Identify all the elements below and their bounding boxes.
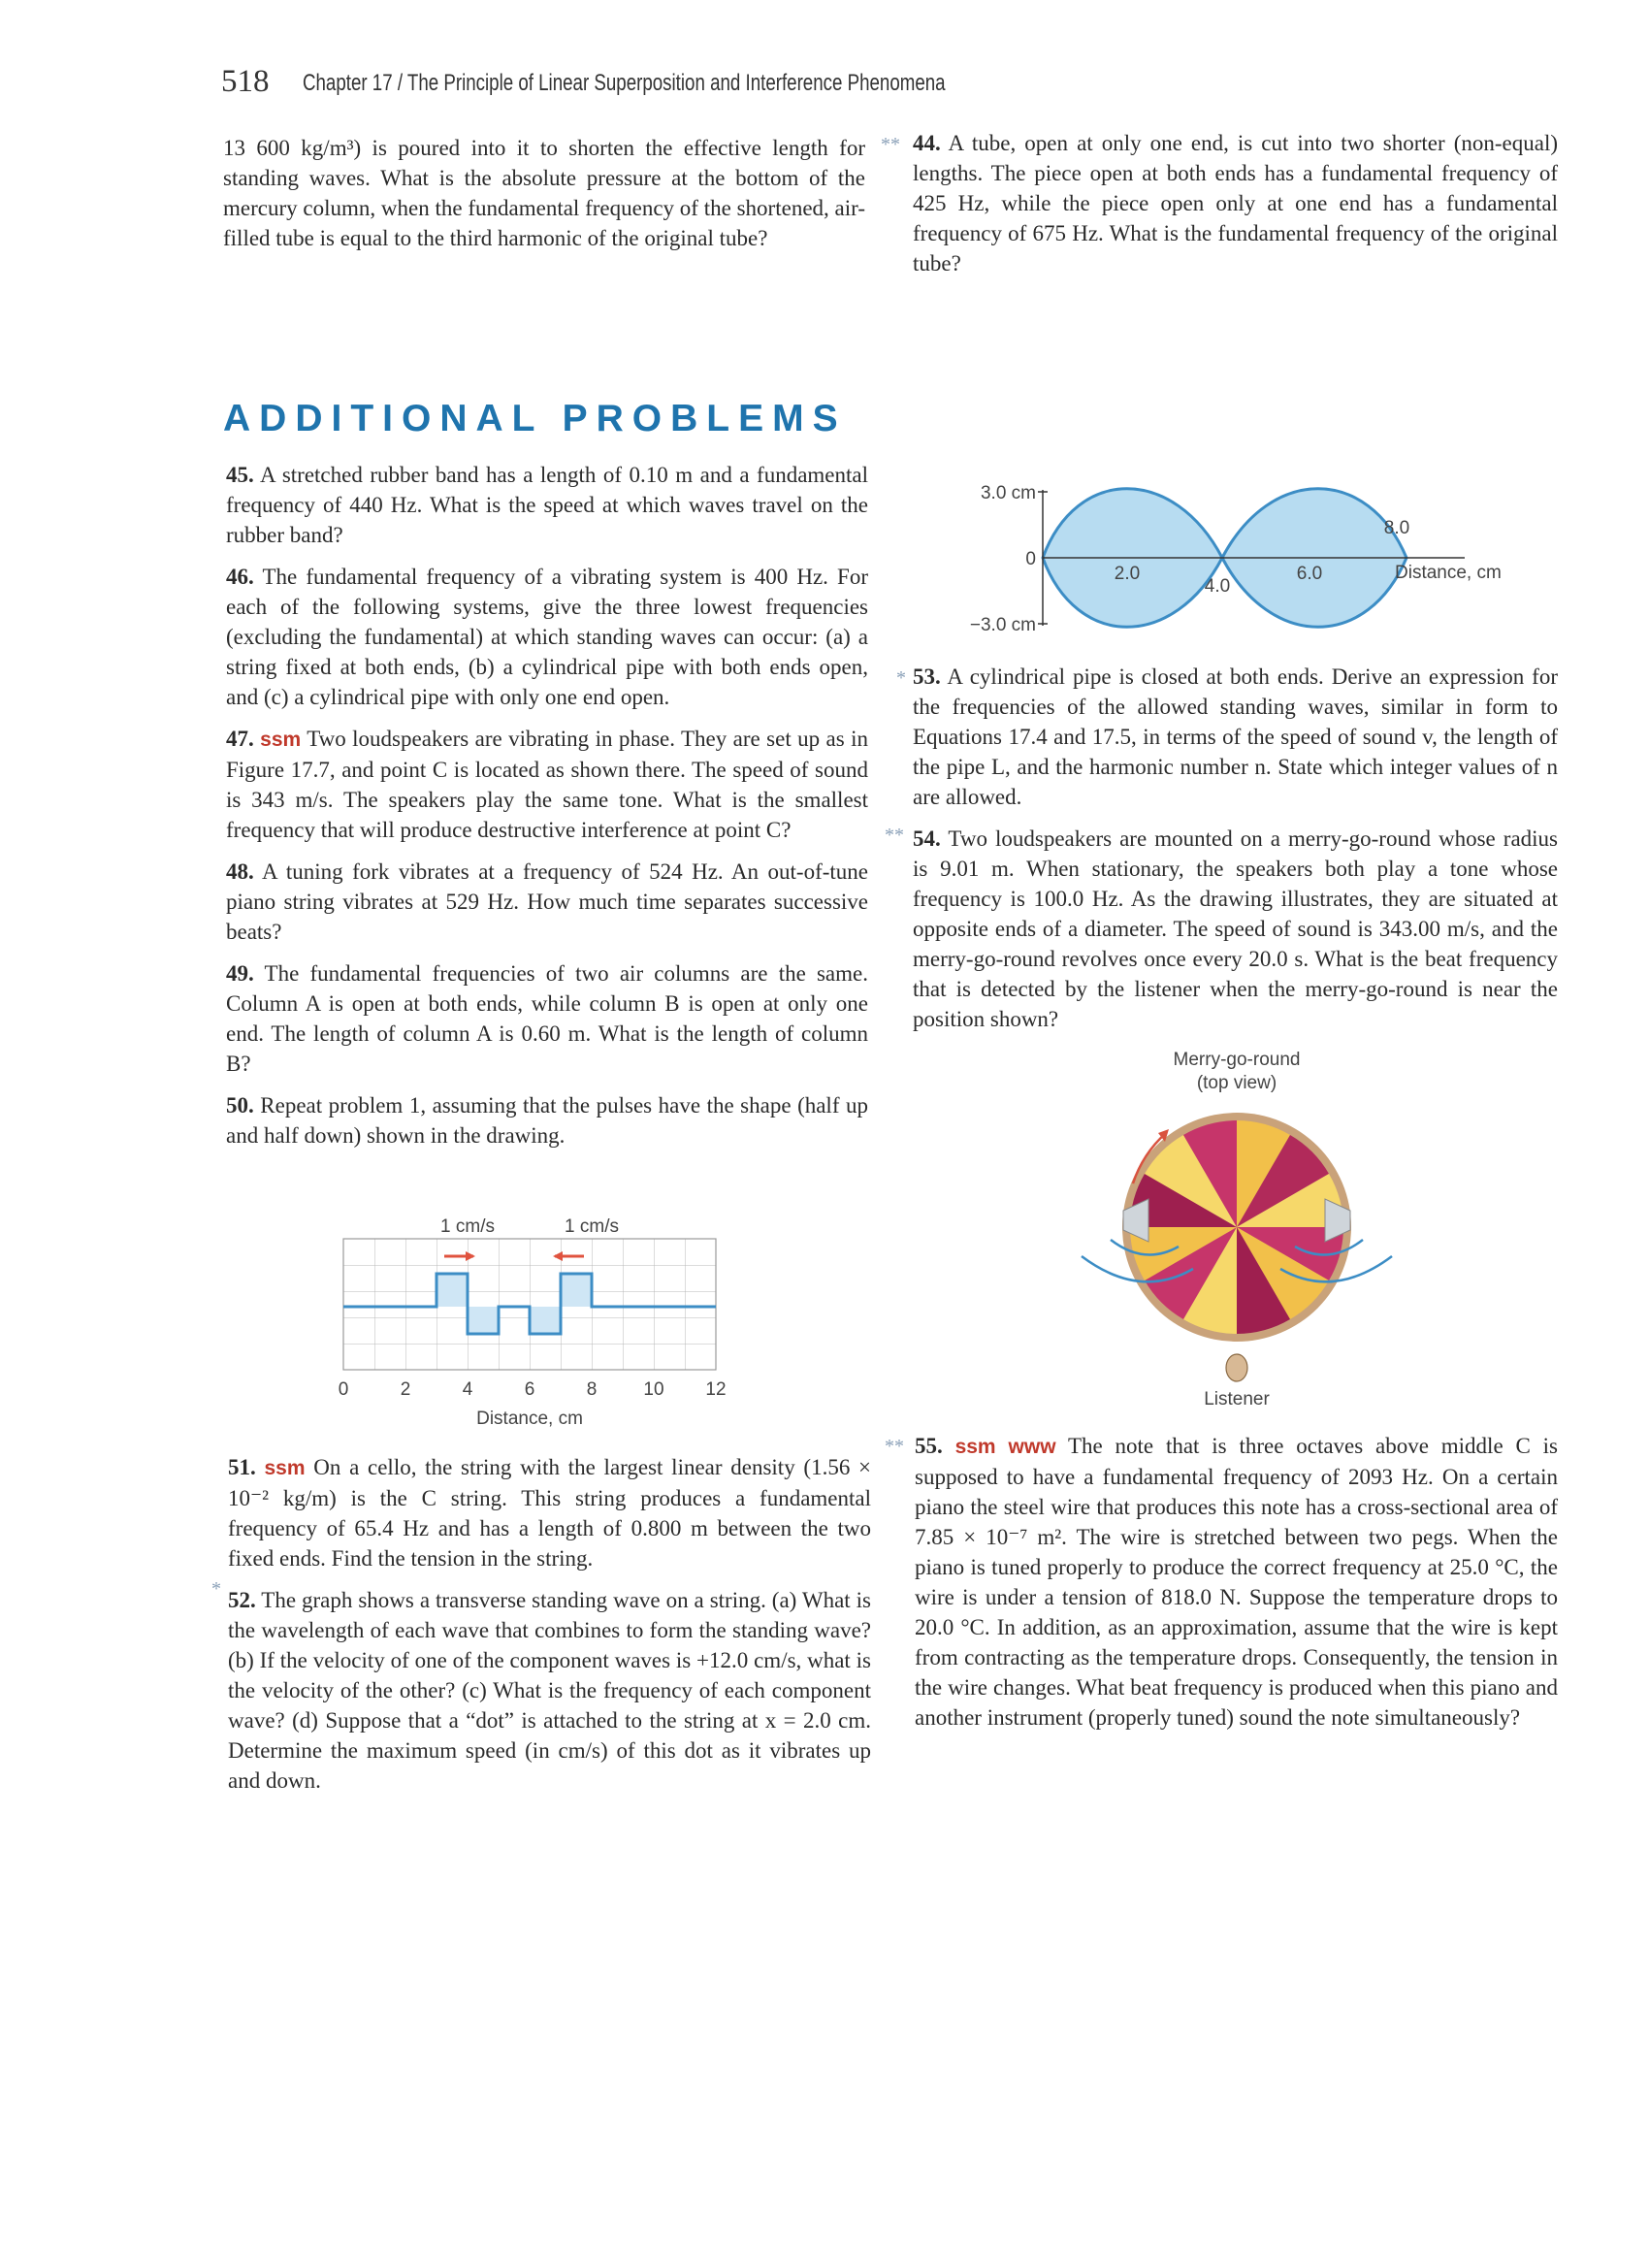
problem-50	[226, 1090, 868, 1150]
problem-51	[228, 1452, 871, 1573]
problem-55	[915, 1431, 1558, 1744]
problem-text: Two loudspeakers are mounted on a merry-go-round whose radius is 9.01 m. When stationary, the speakers both play a tone whose frequency is 100.0 Hz. As the drawing illustrates, they are situated at opposite ends of a diameter. The speed of sound is 343.00 m/s, and the merry-go-round revolves once every 20.0 s. What is the beat frequency that is detected by the listener when the merry-go-round is near the position shown?	[913, 826, 1558, 1031]
problem-text: The fundamental frequencies of two air columns are the same. Column A is open at both ends, while column B is open at only one end. The length of column A is 0.60 m. What is the length of column B?	[226, 961, 868, 1076]
problem-text: The fundamental frequency of a vibrating system is 400 Hz. For each of the following systems, give the three lowest frequencies (excluding the fundamental) at which standing waves can occur: (a) a string fixed at both ends, (b) a cylindrical pipe with both ends open, and (c) a cylindrical pipe with only one end open.	[226, 565, 869, 709]
problem-47	[226, 724, 868, 845]
section-heading: ADDITIONAL PROBLEMS	[223, 398, 847, 439]
problem-54	[913, 824, 1558, 1034]
problem-number: 45.	[226, 463, 254, 487]
problems-left-column	[226, 460, 868, 1162]
problem-text: On a cello, the string with the largest linear density (1.56 × 10⁻² kg/m) is the C string. This string produces a fundamental frequency of 65.4 Hz and has a length of 0.800 m between the two fixed ends. Find the tension in the string.	[228, 1455, 872, 1571]
problem-text: The note that is three octaves above middle C is supposed to have a fundamental frequency of 2093 Hz. On a certain piano the steel wire that produces this note has a cross-sectional area of 7.85 × 10⁻⁷ m². The wire is stretched between two pegs. When the piano is tuned properly to produce the correct frequency at 25.0 °C, the wire is under a tension of 818.0 N. Suppose the temperature drops to 20.0 °C. In addition, as an approximation, assume that the wire is kept from contracting as the temperature drops. Consequently, the tension in the wire changes. What beat frequency is produced when this piano and another instrument (properly tuned) sound the note simultaneously?	[915, 1434, 1558, 1730]
problem-number: 54.	[913, 826, 941, 851]
problem-49	[226, 958, 868, 1079]
x-label: 4.0	[1204, 576, 1231, 597]
problem-number: 48.	[226, 859, 254, 884]
problem-number: 50.	[226, 1093, 254, 1118]
x-label: 2.0	[1114, 564, 1141, 584]
tick-label: 6	[524, 1379, 535, 1400]
problem-number: 52.	[228, 1588, 256, 1612]
problems-51-52	[228, 1452, 871, 1807]
problem-45	[226, 460, 868, 550]
problem-number: 49.	[226, 961, 254, 986]
difficulty-stars: *	[896, 667, 906, 689]
tick-label: 8	[586, 1379, 598, 1400]
y-label-top: 3.0 cm	[980, 483, 1036, 503]
x-label: 8.0	[1383, 518, 1410, 538]
pulse-grid	[343, 1239, 716, 1370]
x-axis-label: Distance, cm	[476, 1409, 583, 1429]
difficulty-stars: *	[211, 1578, 221, 1600]
problem-text: A cylindrical pipe is closed at both ends. Derive an expression for the frequencies of the allowed standing waves, similar in form to Equations 17.4 and 17.5, in terms of the speed of sound v, the length of the pipe L, and the harmonic number n. State which integer values of n are allowed.	[913, 664, 1558, 809]
continued-problem-text	[223, 133, 865, 265]
tick-label: 10	[643, 1379, 664, 1400]
x-label: 6.0	[1296, 564, 1323, 584]
figure-title-line2: (top view)	[1196, 1073, 1277, 1093]
problem-text: A tube, open at only one end, is cut into two shorter (non-equal) lengths. The piece open at both ends has a fundamental frequency of 425 Hz, while the piece open only at one end has a fundamental frequency of 675 Hz. What is the fundamental frequency of the original tube?	[913, 131, 1558, 275]
problem-number: 44.	[913, 131, 941, 155]
difficulty-stars: **	[885, 825, 904, 846]
difficulty-stars: **	[881, 134, 900, 155]
problem-text: The graph shows a transverse standing wave on a string. (a) What is the wavelength of each wave that combines to form the standing wave? (b) If the velocity of one of the component waves is +12.0 cm/s, what is the velocity of the other? (c) What is the frequency of each component wave? (d) Suppose that a “dot” is attached to the string at x = 2.0 cm. Determine the maximum speed (in cm/s) of this dot as it vibrates up and down.	[228, 1588, 871, 1793]
problem-text: Two loudspeakers are vibrating in phase. They are set up as in Figure 17.7, and point C is located as shown there. The speed of sound is 343 m/s. The speakers play the same tone. What is the smallest frequency that will produce destructive interference at point C?	[226, 727, 868, 842]
pulse-figure	[330, 1217, 737, 1441]
tick-label: 12	[705, 1379, 727, 1400]
problem-number: 55.	[915, 1434, 943, 1458]
problems-53-54	[913, 662, 1558, 1046]
speed-label-left: 1 cm/s	[440, 1216, 495, 1237]
problem-number: 53.	[913, 664, 941, 689]
chapter-title: Chapter 17 / The Principle of Linear Superposition and Interference Phenomena	[303, 70, 946, 96]
merry-go-round-figure	[1057, 1048, 1426, 1416]
tick-label: 4	[462, 1379, 473, 1400]
y-label-zero: 0	[1025, 549, 1036, 569]
problem-number: 51.	[228, 1455, 256, 1479]
problem-number: 46.	[226, 565, 254, 589]
problem-44	[913, 128, 1558, 290]
tick-label: 2	[400, 1379, 411, 1400]
problem-46	[226, 562, 868, 712]
difficulty-stars: **	[885, 1436, 904, 1457]
problem-48	[226, 857, 868, 947]
problem-53	[913, 662, 1558, 812]
continued-text: 13 600 kg/m³) is poured into it to shorten the effective length for standing waves. What is the absolute pressure at the bottom of the mercury column, when the fundamental frequency of the shortened, air-filled tube is equal to the third harmonic of the original tube?	[223, 136, 865, 250]
ssm-tag: ssm	[260, 729, 302, 751]
figure-title-line1: Merry-go-round	[1173, 1050, 1301, 1070]
problem-text: A stretched rubber band has a length of 0.10 m and a fundamental frequency of 440 Hz. What is the speed at which waves travel on the rubber band?	[226, 463, 869, 547]
page-number: 518	[221, 64, 270, 99]
speed-label-right: 1 cm/s	[565, 1216, 619, 1237]
y-label-bottom: −3.0 cm	[969, 615, 1036, 635]
merry-go-round-wedges	[1130, 1120, 1343, 1334]
problem-text: Repeat problem 1, assuming that the pulses have the shape (half up and half down) shown in the drawing.	[226, 1093, 868, 1148]
tick-label: 0	[338, 1379, 349, 1400]
x-axis-title: Distance, cm	[1395, 563, 1502, 583]
listener-icon	[1226, 1354, 1247, 1381]
problem-number: 47.	[226, 727, 254, 751]
listener-label: Listener	[1204, 1389, 1270, 1409]
standing-wave-figure	[960, 470, 1542, 645]
problem-text: A tuning fork vibrates at a frequency of 524 Hz. An out-of-tune piano string vibrates at 529 Hz. How much time separates successive beats?	[226, 859, 868, 944]
ssm-www-tag: ssm www	[954, 1436, 1056, 1458]
ssm-tag: ssm	[264, 1457, 306, 1479]
problem-52	[228, 1585, 871, 1796]
